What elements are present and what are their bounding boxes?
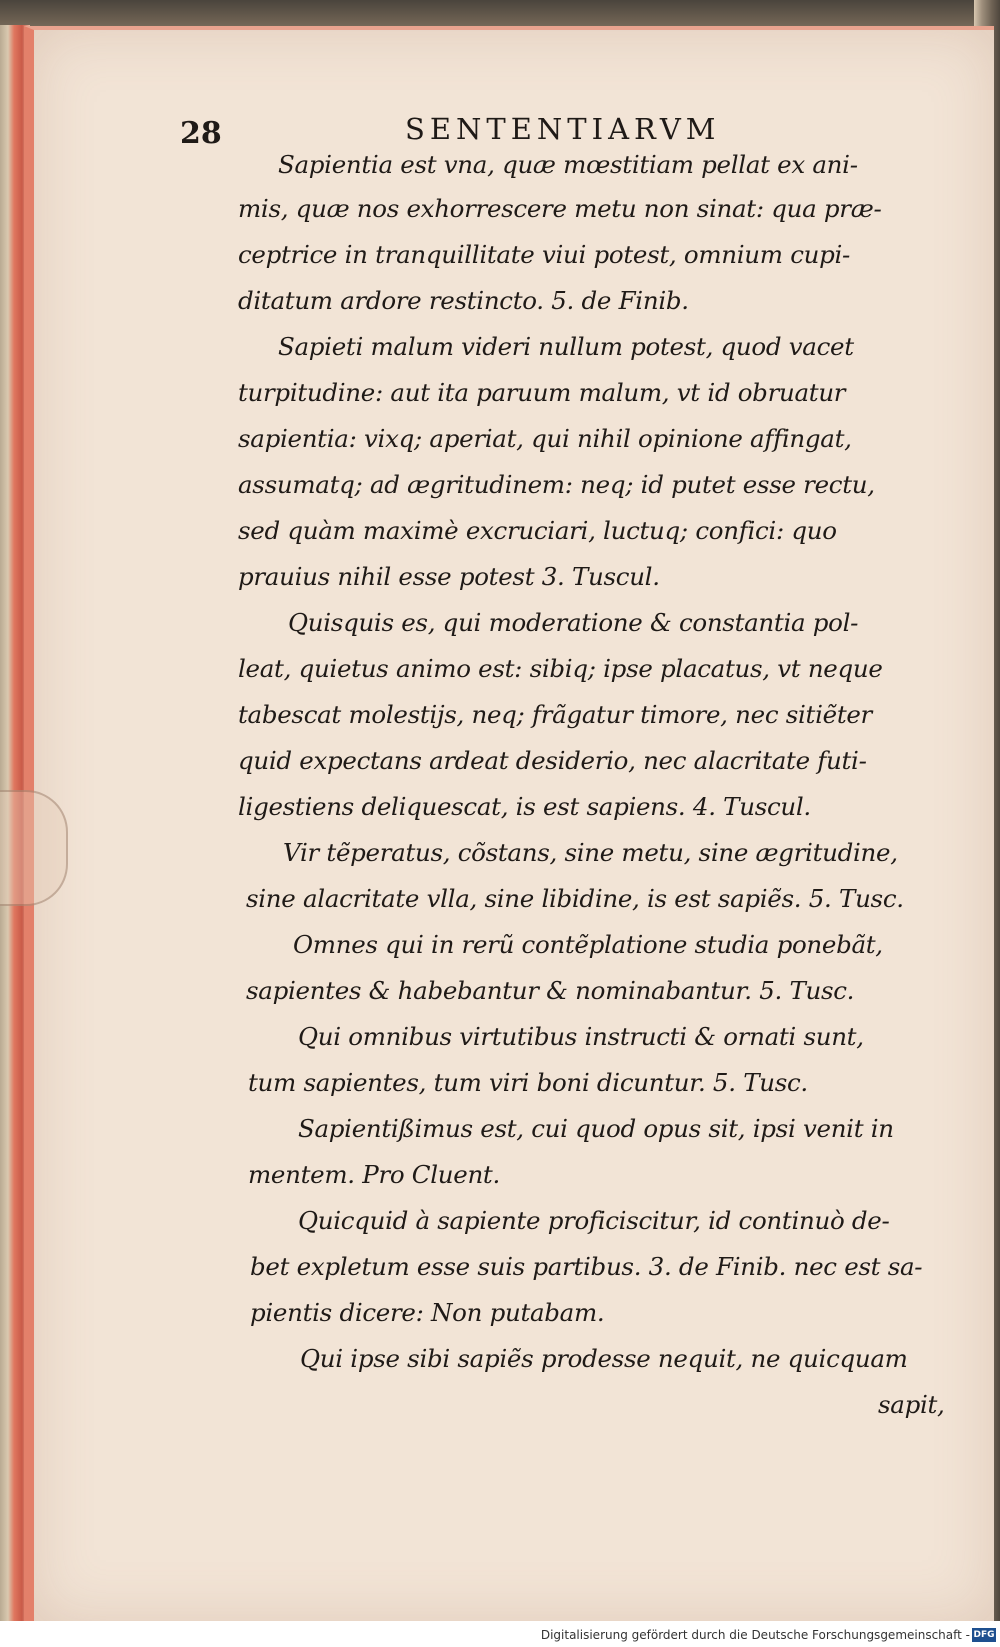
catchword: sapit, (878, 1390, 945, 1419)
running-head: SENTENTIARVM (405, 112, 721, 146)
digitization-footer (0, 1621, 1000, 1647)
text-line: Vir tẽperatus, cõstans, sine metu, sine ægritudine, (283, 838, 898, 867)
text-line: quid expectans ardeat desiderio, nec alacritate futi- (238, 746, 867, 775)
text-line: bet expletum esse suis partibus. 3. de Finib. nec est sa- (250, 1252, 923, 1281)
text-line: sine alacritate vlla, sine libidine, is est sapiẽs. 5. Tusc. (246, 884, 904, 913)
text-line: ditatum ardore restincto. 5. de Finib. (238, 286, 689, 315)
page-number: 28 (180, 116, 222, 151)
text-line: tabescat molestijs, neq; frãgatur timore, nec sitiẽter (238, 700, 872, 729)
text-line: Sapientia est vna, quæ mœstitiam pellat ex ani- (278, 150, 858, 179)
text-line: sed quàm maximè excruciari, luctuq; confici: quo (238, 516, 837, 545)
text-line: Sapientißimus est, cui quod opus sit, ipsi venit in (298, 1114, 894, 1143)
dfg-logo: DFG (973, 1630, 995, 1640)
text-line: assumatq; ad ægritudinem: neq; id putet esse rectu, (238, 470, 875, 499)
text-line: prauius nihil esse potest 3. Tuscul. (238, 562, 660, 591)
text-line: Qui ipse sibi sapiẽs prodesse nequit, ne quicquam (300, 1344, 908, 1373)
text-line: Sapieti malum videri nullum potest, quod vacet (278, 332, 854, 361)
text-line: sapientia: vixq; aperiat, qui nihil opinione affingat, (238, 424, 852, 453)
page-clip-mark (0, 790, 68, 906)
text-line: Omnes qui in rerũ contẽplatione studia ponebãt, (293, 930, 883, 959)
text-line: turpitudine: aut ita paruum malum, vt id obruatur (238, 378, 846, 407)
body-text (238, 150, 958, 1510)
text-line: Quicquid à sapiente proficiscitur, id continuò de- (298, 1206, 890, 1235)
text-line: mis, quæ nos exhorrescere metu non sinat: qua præ- (238, 194, 882, 223)
text-line: Quisquis es, qui moderatione & constantia pol- (288, 608, 859, 637)
text-line: Qui omnibus virtutibus instructi & ornati sunt, (298, 1022, 864, 1051)
text-line: ligestiens deliquescat, is est sapiens. 4. Tuscul. (238, 792, 811, 821)
text-line: leat, quietus animo est: sibiq; ipse placatus, vt neque (238, 654, 883, 683)
footer-credit: Digitalisierung gefördert durch die Deutsche Forschungsgemeinschaft - (540, 1628, 970, 1642)
text-line: ceptrice in tranquillitate viui potest, omnium cupi- (238, 240, 850, 269)
text-line: mentem. Pro Cluent. (248, 1160, 500, 1189)
text-line: sapientes & habebantur & nominabantur. 5. Tusc. (246, 976, 855, 1005)
text-line: pientis dicere: Non putabam. (250, 1298, 605, 1327)
text-line: tum sapientes, tum viri boni dicuntur. 5. Tusc. (248, 1068, 808, 1097)
